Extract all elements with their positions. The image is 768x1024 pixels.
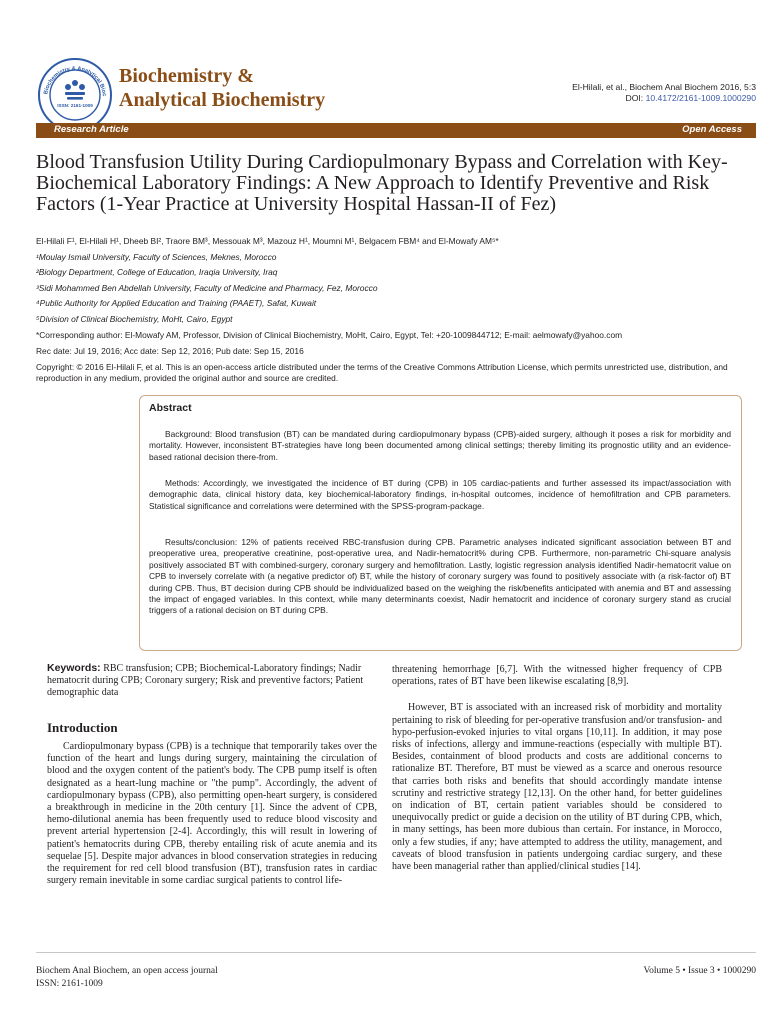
affiliation-item: ⁵Division of Clinical Biochemistry, MoHt, Cairo, Egypt — [36, 313, 233, 324]
affiliation-item: ²Biology Department, College of Education, Iraqia University, Iraq — [36, 267, 278, 278]
introduction-heading: Introduction — [47, 720, 118, 735]
body-paragraph: However, BT is associated with an increased risk of morbidity and mortality pertaining to risk of bleeding for per-operative transfusion and/or transfusion- and hypo-perfusion-evoked injuries to vital organs [10,11]. In addition, it may pose risks of infections, allergy and immune-reactions (especially with multiple BT). Besides, containment of blood products and costs are additional concerns to rationalize BT. Therefore, BT must be viewed as a scarce and onerous resource that carries both risks and benefits that should accordingly mandate intense scrutiny and restrictive strategy [12,13]. On the other hand, for better guidelines on indication of BT, certain patient variables should be considered to unequivocally predict or guide a decision on the utility of BT during CPB, which, in many settings, has been more dubious than certain. For instance, in Morocco, only a few studies, if any; have attempted to address the utility, management, and caveats of blood transfusion in patients undergoing cardiac surgery, and these have been managerial rather than applied/clinical studies [14]. — [392, 702, 722, 873]
journal-name-line1: Biochemistry & — [119, 65, 254, 87]
journal-name-line2: Analytical Biochemistry — [119, 89, 326, 111]
copyright-notice: Copyright: © 2016 El-Hilali F, et al. This is an open-access article distributed under the terms of the Creative Commons Attribution License, which permits unrestricted use, distribution, and reproduction in any medium, provided the original author and source are credited. — [36, 362, 728, 383]
body-column-left — [47, 741, 377, 887]
article-type-label: Research Article — [54, 124, 129, 135]
keywords-text: RBC transfusion; CPB; Biochemical-Laboratory findings; Nadir hematocrit during CPB; Coronary surgery; Risk and preventive factors; Patient demographic data — [47, 663, 364, 699]
footer-journal-info — [36, 965, 218, 991]
abstract-background: Background: Blood transfusion (BT) can be mandated during cardiopulmonary bypass (CPB)-aided surgery, although it poses a risk for morbidity and mortality. However, inconsistent BT-strategies have long been documented among clinical settings; thereby limiting its prognostic utility and an evidence-based rational decision there-from. — [149, 429, 731, 462]
body-column-right — [392, 664, 722, 873]
open-access-label: Open Access — [682, 124, 742, 135]
affiliation-item: ⁴Public Authority for Applied Education and Training (PAAET), Safat, Kuwait — [36, 298, 317, 309]
affiliation-list — [36, 252, 756, 329]
abstract-methods: Methods: Accordingly, we investigated the incidence of BT during (CPB) in 105 cardiac-patients and further assessed its impact/association with demographic data, clinical history data, key biochemical-laboratory findings, in-hospital outcomes, incidence of hemofiltration and CPB parameters. Statistical significance and correlations were determined with the SPSS-program-package. — [149, 478, 731, 511]
journal-name — [119, 64, 409, 112]
abstract-results: Results/conclusion: 12% of patients received RBC-transfusion during CPB. Parametric analyses indicated significant association between BT and preoperative urea, preoperative creatinine, post-operative urea, and Nadir-hematocrit% during CPB. Furthermore, non-parametric Chi-square analysis positively associated BT with combined-surgery, coronary surgery and hemofiltration. Lastly, logistic regression analysis identified Nadir-hematocrit value on CPB to inversely correlate with (a negative predictor of) BT, while the history of coronary surgery was found to positively associate with (a risk-factor of) BT during CPB. Thus, BT decision during CPB should be individualized based on the weighing the risk/benefits anticipated with anemia and BT and assessing the impact of engaged variables. In this context, while many determinants coexist, Nadir hematocrit and incidence of coronary surgery stand as crucial triggers of a rational decision on BT during CPB. — [149, 537, 731, 616]
doi-link[interactable]: 10.4172/2161-1009.1000290 — [645, 93, 756, 103]
svg-text:ISSN: 2161-1009: ISSN: 2161-1009 — [57, 103, 93, 108]
footer-issn-line: ISSN: 2161-1009 — [36, 979, 103, 989]
footer-divider — [36, 952, 756, 953]
footer-volume-info: Volume 5 • Issue 3 • 1000290 — [643, 966, 756, 976]
footer-journal-line: Biochem Anal Biochem, an open access journal — [36, 966, 218, 976]
body-paragraph: Cardiopulmonary bypass (CPB) is a technique that temporarily takes over the function of the heart and lungs during surgery, maintaining the circulation of blood and the oxygen content of the patient's body. The CPB pump itself is often designated as a heart-lung machine or "the pump". Accordingly, the advent of cardiopulmonary bypass (CPB), also permitting open-heart surgery, is considered a breakthrough in medicine in the 20th century [1]. Since the advent of CPB, hemo-dilutional anemia has been frequently used to reduce blood viscosity and prevent arterial hypertension [2-4]. Accordingly, this will result in lowering of patient's hematocrits during CPB, thereby entailing risk of acute anemia and its sequelae [5]. Despite major advances in blood conservation strategies in reducing the requirement for red cell blood transfusion (BT), transfusion rates in cardiac surgery remain inevitable in some cardiac surgical patients to control life- — [47, 741, 377, 887]
doi-label: DOI: — [625, 93, 644, 103]
keywords-label: Keywords: — [47, 662, 101, 674]
citation-text: El-Hilali, et al., Biochem Anal Biochem 2016, 5:3 — [572, 82, 756, 92]
article-type-band — [36, 123, 756, 138]
author-list — [36, 236, 756, 247]
article-dates: Rec date: Jul 19, 2016; Acc date: Sep 12, 2016; Pub date: Sep 15, 2016 — [36, 346, 304, 356]
affiliation-item: ³Sidi Mohammed Ben Abdellah University, Faculty of Medicine and Pharmacy, Fez, Morocco — [36, 282, 378, 293]
abstract-heading: Abstract — [149, 402, 192, 414]
citation-block — [470, 82, 756, 104]
body-paragraph: threatening hemorrhage [6,7]. With the witnessed higher frequency of CPB operations, rates of BT have been likewise escalating [8,9]. — [392, 664, 722, 688]
affiliation-item: ¹Moulay Ismail University, Faculty of Sciences, Meknes, Morocco — [36, 252, 277, 262]
svg-text:Biochemistry & Analytical Bioc: Biochemistry & Analytical Bioc — [43, 65, 107, 97]
abstract-box — [139, 395, 742, 651]
author-list-text: El-Hilali F¹, El-Hilali H¹, Dheeb BI², Traore BM³, Messouak M³, Mazouz H¹, Moumni M¹, Belgacem FBM⁴ and El-Mowafy AM⁵* — [36, 236, 499, 246]
corresponding-author: *Corresponding author: El-Mowafy AM, Professor, Division of Clinical Biochemistry, MoHt, Cairo, Egypt, Tel: +20-1009844712; E-mail: aelmowafy@yahoo.com — [36, 330, 623, 340]
keywords — [47, 662, 377, 700]
article-title: Blood Transfusion Utility During Cardiopulmonary Bypass and Correlation with Key-Biochemical Laboratory Findings: A New Approach to Identify Preventive and Risk Factors (1-Year Practice at University Hospital Hassan-II of Fez) — [36, 151, 728, 215]
